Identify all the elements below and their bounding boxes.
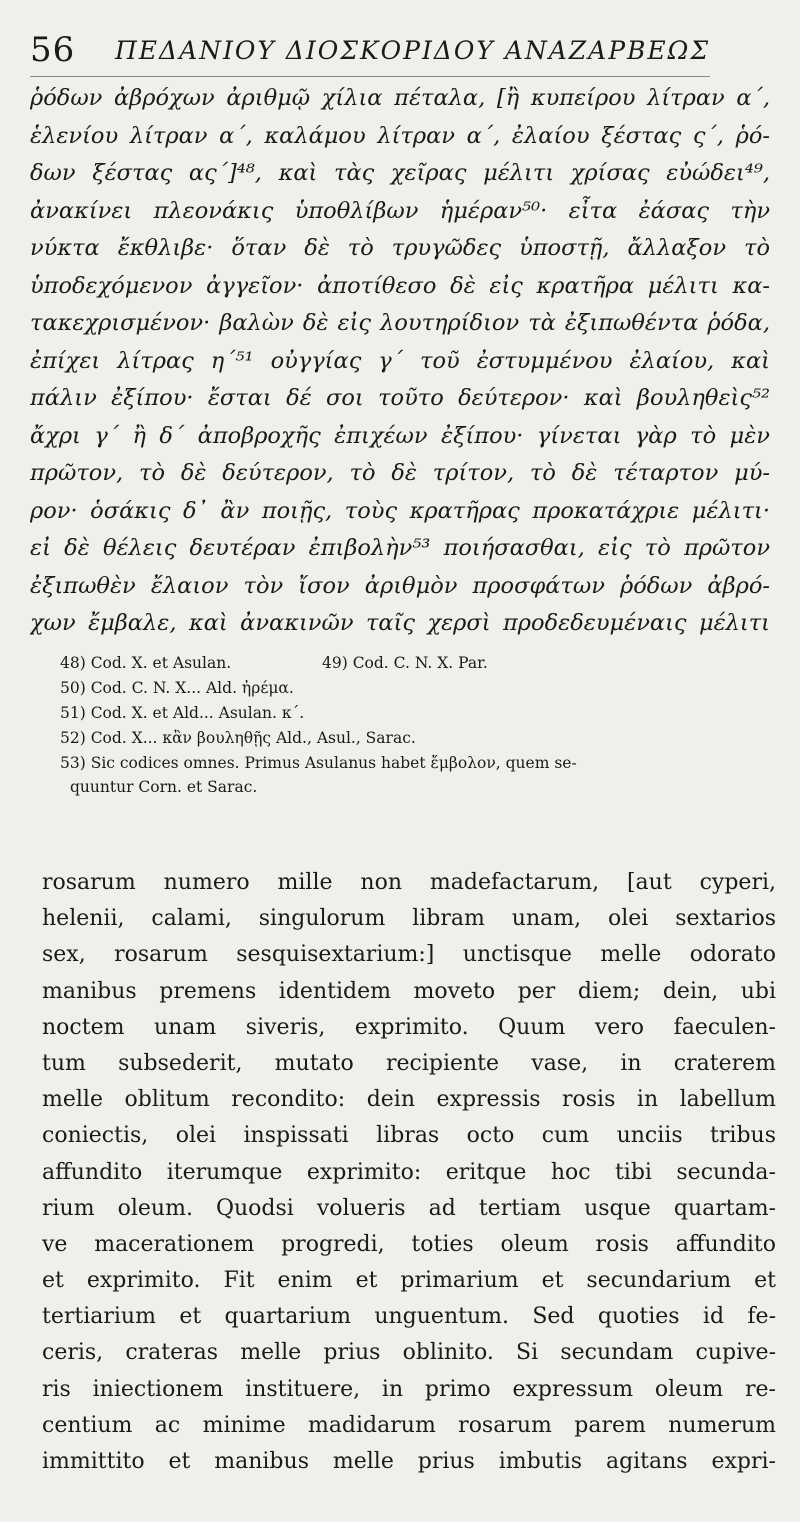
page-header	[30, 22, 790, 72]
greek-line: χων ἔμβαλε, καὶ ἀνακινῶν ταῖς χερσὶ προδεδευμέναις μέλιτι	[30, 610, 770, 636]
greek-line: ἄχρι γ΄ ἢ δ΄ ἀποβροχῆς ἐπιχέων ἐξίπου· γίνεται γὰρ τὸ μὲν	[30, 422, 770, 449]
greek-line: νύκτα ἔκθλιβε· ὅταν δὲ τὸ τρυγῶδες ὑποστῇ, ἄλλαξον τὸ	[30, 235, 770, 261]
latin-line: coniectis, olei inspissati libras octo cum unciis tribus	[42, 1123, 776, 1149]
latin-line: ceris, crateras melle prius oblinito. Si secundam cupive-	[42, 1340, 776, 1366]
footnote-53: 53) Sic codices omnes. Primus Asulanus habet ἔμβολον, quem se-	[60, 754, 577, 772]
page-number: 56	[30, 30, 76, 70]
latin-line: rium oleum. Quodsi volueris ad tertiam usque quartam-	[42, 1195, 776, 1221]
latin-line: rosarum numero mille non madefactarum, [aut cyperi,	[42, 870, 776, 895]
greek-line: ὑποδεχόμενον ἀγγεῖον· ἀποτίθεσο δὲ εἰς κρατῆρα μέλιτι κα-	[30, 272, 770, 299]
footnote-50: 50) Cod. C. N. X... Ald. ἠρέμα.	[60, 679, 294, 697]
greek-line: τακεχρισμένον· βαλὼν δὲ εἰς λουτηρίδιον τὰ ἐξιπωθέντα ῥόδα,	[30, 310, 770, 336]
greek-line: ἑλενίου λίτραν α΄, καλάμου λίτραν α΄, ἐλαίου ξέστας ς΄, ῥό-	[30, 122, 770, 149]
latin-line: noctem unam siveris, exprimito. Quum vero faeculen-	[42, 1014, 776, 1040]
greek-line: πάλιν ἐξίπου· ἔσται δέ σοι τοῦτο δεύτερον· καὶ βουληθεὶς⁵²	[30, 385, 770, 411]
latin-line: et exprimito. Fit enim et primarium et secundarium et	[42, 1268, 776, 1294]
greek-line: δων ξέστας ας΄]⁴⁸, καὶ τὰς χεῖρας μέλιτι χρίσας εὐώδει⁴⁹,	[30, 160, 770, 186]
latin-line: sex, rosarum sesquisextarium:] unctisque melle odorato	[42, 942, 776, 968]
latin-line: ve macerationem progredi, toties oleum rosis affundito	[42, 1231, 776, 1257]
greek-text-block	[30, 80, 770, 643]
footnote-52: 52) Cod. X... κἂν βουληθῇς Ald., Asul., Sarac.	[60, 729, 416, 747]
running-title: ΠΕΔΑΝΙΟΥ ΔΙΟΣΚΟΡΙΔΟΥ ΑΝΑΖΑΡΒΕΩΣ	[115, 36, 711, 65]
greek-line: ἐξιπωθὲν ἔλαιον τὸν ἴσον ἀριθμὸν προσφάτων ῥόδων ἀβρό-	[30, 572, 770, 599]
header-rule	[30, 76, 710, 77]
greek-line: εἰ δὲ θέλεις δευτέραν ἐπιβολὴν⁵³ ποιήσασθαι, εἰς τὸ πρῶτον	[30, 535, 770, 561]
latin-line: melle oblitum recondito: dein expressis rosis in labellum	[42, 1087, 776, 1113]
footnote-48: 48) Cod. X. et Asulan.	[60, 654, 232, 672]
latin-line: tertiarium et quartarium unguentum. Sed quoties id fe-	[42, 1304, 776, 1330]
footnote-48-49	[60, 651, 780, 676]
latin-text-block	[42, 865, 776, 1480]
latin-line: centium ac minime madidarum rosarum parem numerum	[42, 1412, 776, 1438]
latin-line: immittito et manibus melle prius imbutis agitans expri-	[42, 1449, 776, 1474]
greek-line: ῥόδων ἀβρόχων ἀριθμῷ χίλια πέταλα, [ἢ κυπείρου λίτραν α΄,	[30, 85, 770, 111]
greek-line: πρῶτον, τὸ δὲ δεύτερον, τὸ δὲ τρίτον, τὸ δὲ τέταρτον μύ-	[30, 460, 770, 486]
footnotes	[60, 651, 780, 798]
greek-line: ἐπίχει λίτρας η΄⁵¹ οὐγγίας γ΄ τοῦ ἐστυμμένου ἐλαίου, καὶ	[30, 347, 770, 374]
latin-line: ris iniectionem instituere, in primo expressum oleum re-	[42, 1376, 776, 1402]
footnote-49: 49) Cod. C. N. X. Par.	[322, 654, 488, 672]
latin-line: manibus premens identidem moveto per diem; dein, ubi	[42, 978, 776, 1004]
latin-line: tum subsederit, mutato recipiente vase, in craterem	[42, 1050, 776, 1076]
greek-line: ρον· ὁσάκις δ᾽ ἂν ποιῇς, τοὺς κρατῆρας προκατάχριε μέλιτι·	[30, 497, 770, 524]
latin-line: affundito iterumque exprimito: eritque hoc tibi secunda-	[42, 1159, 776, 1185]
latin-line: helenii, calami, singulorum libram unam, olei sextarios	[42, 906, 776, 932]
footnote-51: 51) Cod. X. et Ald... Asulan. κ΄.	[60, 704, 305, 722]
footnote-53-continued: quuntur Corn. et Sarac.	[70, 778, 258, 796]
greek-line: ἀνακίνει πλεονάκις ὑποθλίβων ἡμέραν⁵⁰· εἶτα ἐάσας τὴν	[30, 197, 770, 224]
